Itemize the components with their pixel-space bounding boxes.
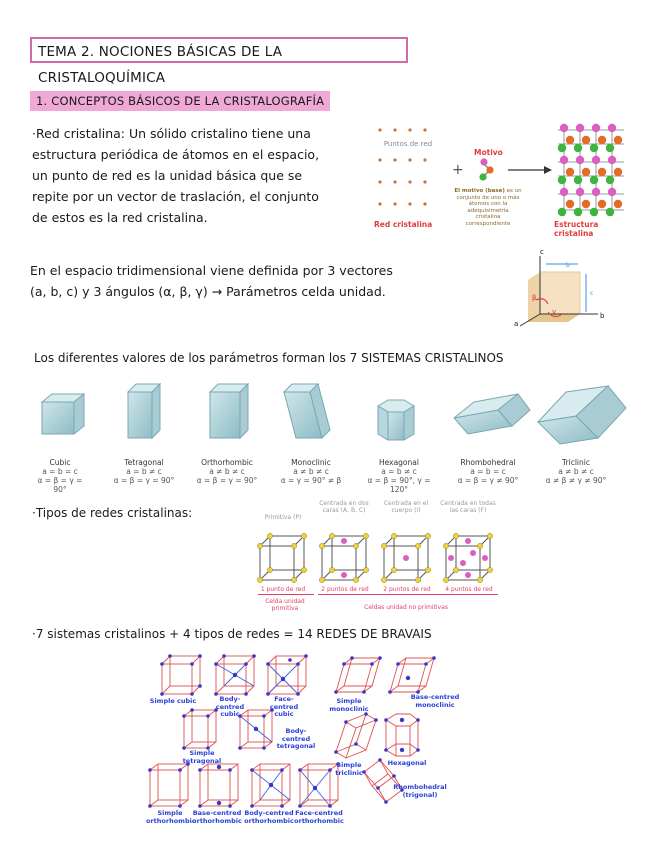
system-caption-hexagonal	[360, 458, 438, 494]
red-cristalina-paragraph	[32, 123, 362, 228]
crystal-structure	[558, 124, 624, 216]
red-cristalina-label: Red cristalina	[374, 220, 433, 229]
system-caption-rhombohedral	[452, 458, 524, 485]
body-tetra-label: Body-centred tetragonal	[276, 727, 316, 750]
paragraph-line: de estos es la red cristalina.	[32, 210, 208, 225]
axis-c-label: c	[540, 248, 544, 256]
system-caption-tetragonal	[112, 458, 176, 485]
motivo-desc-bold: El motivo (base)	[454, 188, 505, 194]
cuerpo-label: Centrada en el cuerpo (I)	[383, 500, 429, 514]
p2b-label: 2 puntos de red	[383, 586, 431, 593]
centred-points	[341, 538, 488, 578]
paragraph-line: repite por un vector de traslación, el conjunto	[32, 189, 319, 204]
arrow-icon	[544, 166, 552, 174]
orthorhombic-shape	[210, 384, 248, 438]
system-axes: a = b = c	[470, 467, 506, 476]
body-ortho-label: Body-centred orthorhombic	[244, 809, 294, 825]
system-axes: a ≠ b ≠ c	[558, 467, 594, 476]
face-ortho-label: Face-centred orthorhombic	[294, 809, 344, 825]
hexagonal-shape	[378, 400, 414, 440]
primitive-cube	[260, 536, 304, 580]
face-ortho-shape	[300, 764, 338, 806]
dim-b-label: b	[566, 262, 570, 269]
simple-cubic-shape	[162, 656, 200, 694]
system-angles: α ≠ β ≠ γ ≠ 90°	[545, 476, 607, 485]
system-caption-triclinic	[540, 458, 612, 485]
system-angles: α = β = γ = 90°	[37, 476, 83, 494]
espacio-paragraph	[30, 260, 480, 302]
estructura-cristalina-label: Estructura cristalina	[554, 220, 599, 238]
paragraph-line: estructura periódica de átomos en el espacio,	[32, 147, 320, 162]
cell-face	[540, 272, 580, 314]
p2a-label: 2 puntos de red	[321, 586, 369, 593]
base-ortho-shape	[200, 764, 238, 806]
sistemas-heading: Los diferentes valores de los parámetros forman los 7 SISTEMAS CRISTALINOS	[34, 351, 504, 365]
system-axes: a ≠ b ≠ c	[293, 467, 329, 476]
lattice-figure	[368, 118, 638, 238]
motivo-desc-text: es un conjunto de uno o más átomos con la adequisimetría cristalina correspondiente	[456, 188, 522, 227]
p1-label: 1 punto de red	[260, 586, 306, 593]
paragraph-line: En el espacio tridimensional viene definida por 3 vectores	[30, 263, 393, 278]
system-angles: α = β = γ ≠ 90°	[457, 476, 519, 485]
dim-c-label: c	[590, 290, 594, 297]
non-primitive-bracket	[318, 594, 498, 595]
hexagonal-label: Hexagonal	[387, 759, 427, 767]
simple-tric-label: Simple triclinic	[335, 761, 363, 777]
rhombohedral-shape	[454, 394, 530, 434]
tipos-heading: ·Tipos de redes cristalinas:	[32, 506, 193, 520]
simple-triclinic-shape	[336, 714, 376, 758]
motif-molecule	[479, 158, 493, 180]
paragraph-line: (a, b, c) y 3 ángulos (α, β, γ) → Parámetros celda unidad.	[30, 284, 386, 299]
system-name: Triclinic	[562, 458, 590, 467]
system-angles: α = β = γ = 90°	[196, 476, 258, 485]
primitiva-label: Primitiva (P)	[264, 514, 302, 521]
section-heading: 1. CONCEPTOS BÁSICOS DE LA CRISTALOGRAFÍA	[30, 91, 330, 111]
motivo-label: Motivo	[474, 148, 503, 157]
system-axes: a = b = c	[42, 467, 78, 476]
system-axes: a ≠ b ≠ c	[209, 467, 245, 476]
system-name: Orthorhombic	[201, 458, 253, 467]
face-cubic-shape	[268, 656, 306, 694]
crystal-systems-diagram	[30, 378, 630, 450]
page-title: TEMA 2. NOCIONES BÁSICAS DE LA CRISTALOQUÍMICA	[30, 37, 408, 63]
cubic-shape	[42, 394, 84, 434]
plus-icon: +	[452, 162, 464, 178]
puntos-de-red-label: Puntos de red	[383, 140, 433, 148]
triclinic-shape	[538, 386, 626, 444]
body-cubic-label: Body-centred cubic	[215, 695, 245, 718]
axis-b-label: b	[600, 312, 605, 320]
bravais-heading: ·7 sistemas cristalinos + 4 tipos de redes = 14 REDES DE BRAVAIS	[32, 627, 432, 641]
system-angles: α = β = 90°, γ = 120°	[367, 476, 431, 494]
tetragonal-shape	[128, 384, 160, 438]
system-caption-monoclinic	[278, 458, 344, 485]
lattice-types-diagram	[250, 530, 510, 586]
system-caption-orthorhombic	[194, 458, 260, 485]
base-mono-label: Base-centred monoclinic	[410, 693, 460, 709]
paragraph-line: ·Red cristalina: Un sólido cristalino tiene una	[32, 126, 311, 141]
system-caption-cubic	[30, 458, 90, 494]
face-cubic-label: Face-centred cubic	[269, 695, 299, 718]
primitive-bracket	[258, 594, 314, 595]
system-name: Cubic	[49, 458, 71, 467]
system-name: Tetragonal	[124, 458, 164, 467]
p4-label: 4 puntos de red	[445, 586, 493, 593]
simple-mono-label: Simple monoclinic	[329, 697, 369, 713]
base-ortho-label: Base-centred orthorhombic	[192, 809, 242, 825]
simple-ortho-label: Simple orthorhombic	[146, 809, 196, 825]
lattice-points	[378, 128, 426, 205]
system-angles: α = γ = 90° ≠ β	[280, 476, 342, 485]
dos-caras-label: Centrada en dos caras (A, B, C)	[319, 500, 369, 514]
system-angles: α = β = γ = 90°	[113, 476, 175, 485]
todas-caras-label: Centrada en todas las caras (F)	[440, 500, 496, 514]
celdas-no-primitivas-label: Celdas unidad no primitivas	[364, 604, 448, 611]
simple-ortho-shape	[150, 764, 188, 806]
motivo-description	[454, 188, 522, 227]
system-axes: a = b ≠ c	[381, 467, 417, 476]
rhombo-label: Rhombohedral (trigonal)	[393, 783, 447, 799]
simple-tetra-label: Simple tetragonal	[182, 749, 222, 765]
system-name: Hexagonal	[379, 458, 419, 467]
gamma-label: γ	[552, 308, 557, 316]
paragraph-line: un punto de red es la unidad básica que se	[32, 168, 303, 183]
corner-points	[257, 533, 492, 582]
system-name: Monoclinic	[291, 458, 331, 467]
axis-a-label: a	[514, 320, 519, 328]
beta-label: β	[532, 294, 537, 302]
celda-primitiva-label: Celda unidad primitiva	[265, 598, 305, 612]
system-axes: a = b ≠ c	[126, 467, 162, 476]
monoclinic-shape	[284, 384, 330, 438]
simple-cubic-label: Simple cubic	[149, 697, 197, 705]
system-name: Rhombohedral	[460, 458, 516, 467]
